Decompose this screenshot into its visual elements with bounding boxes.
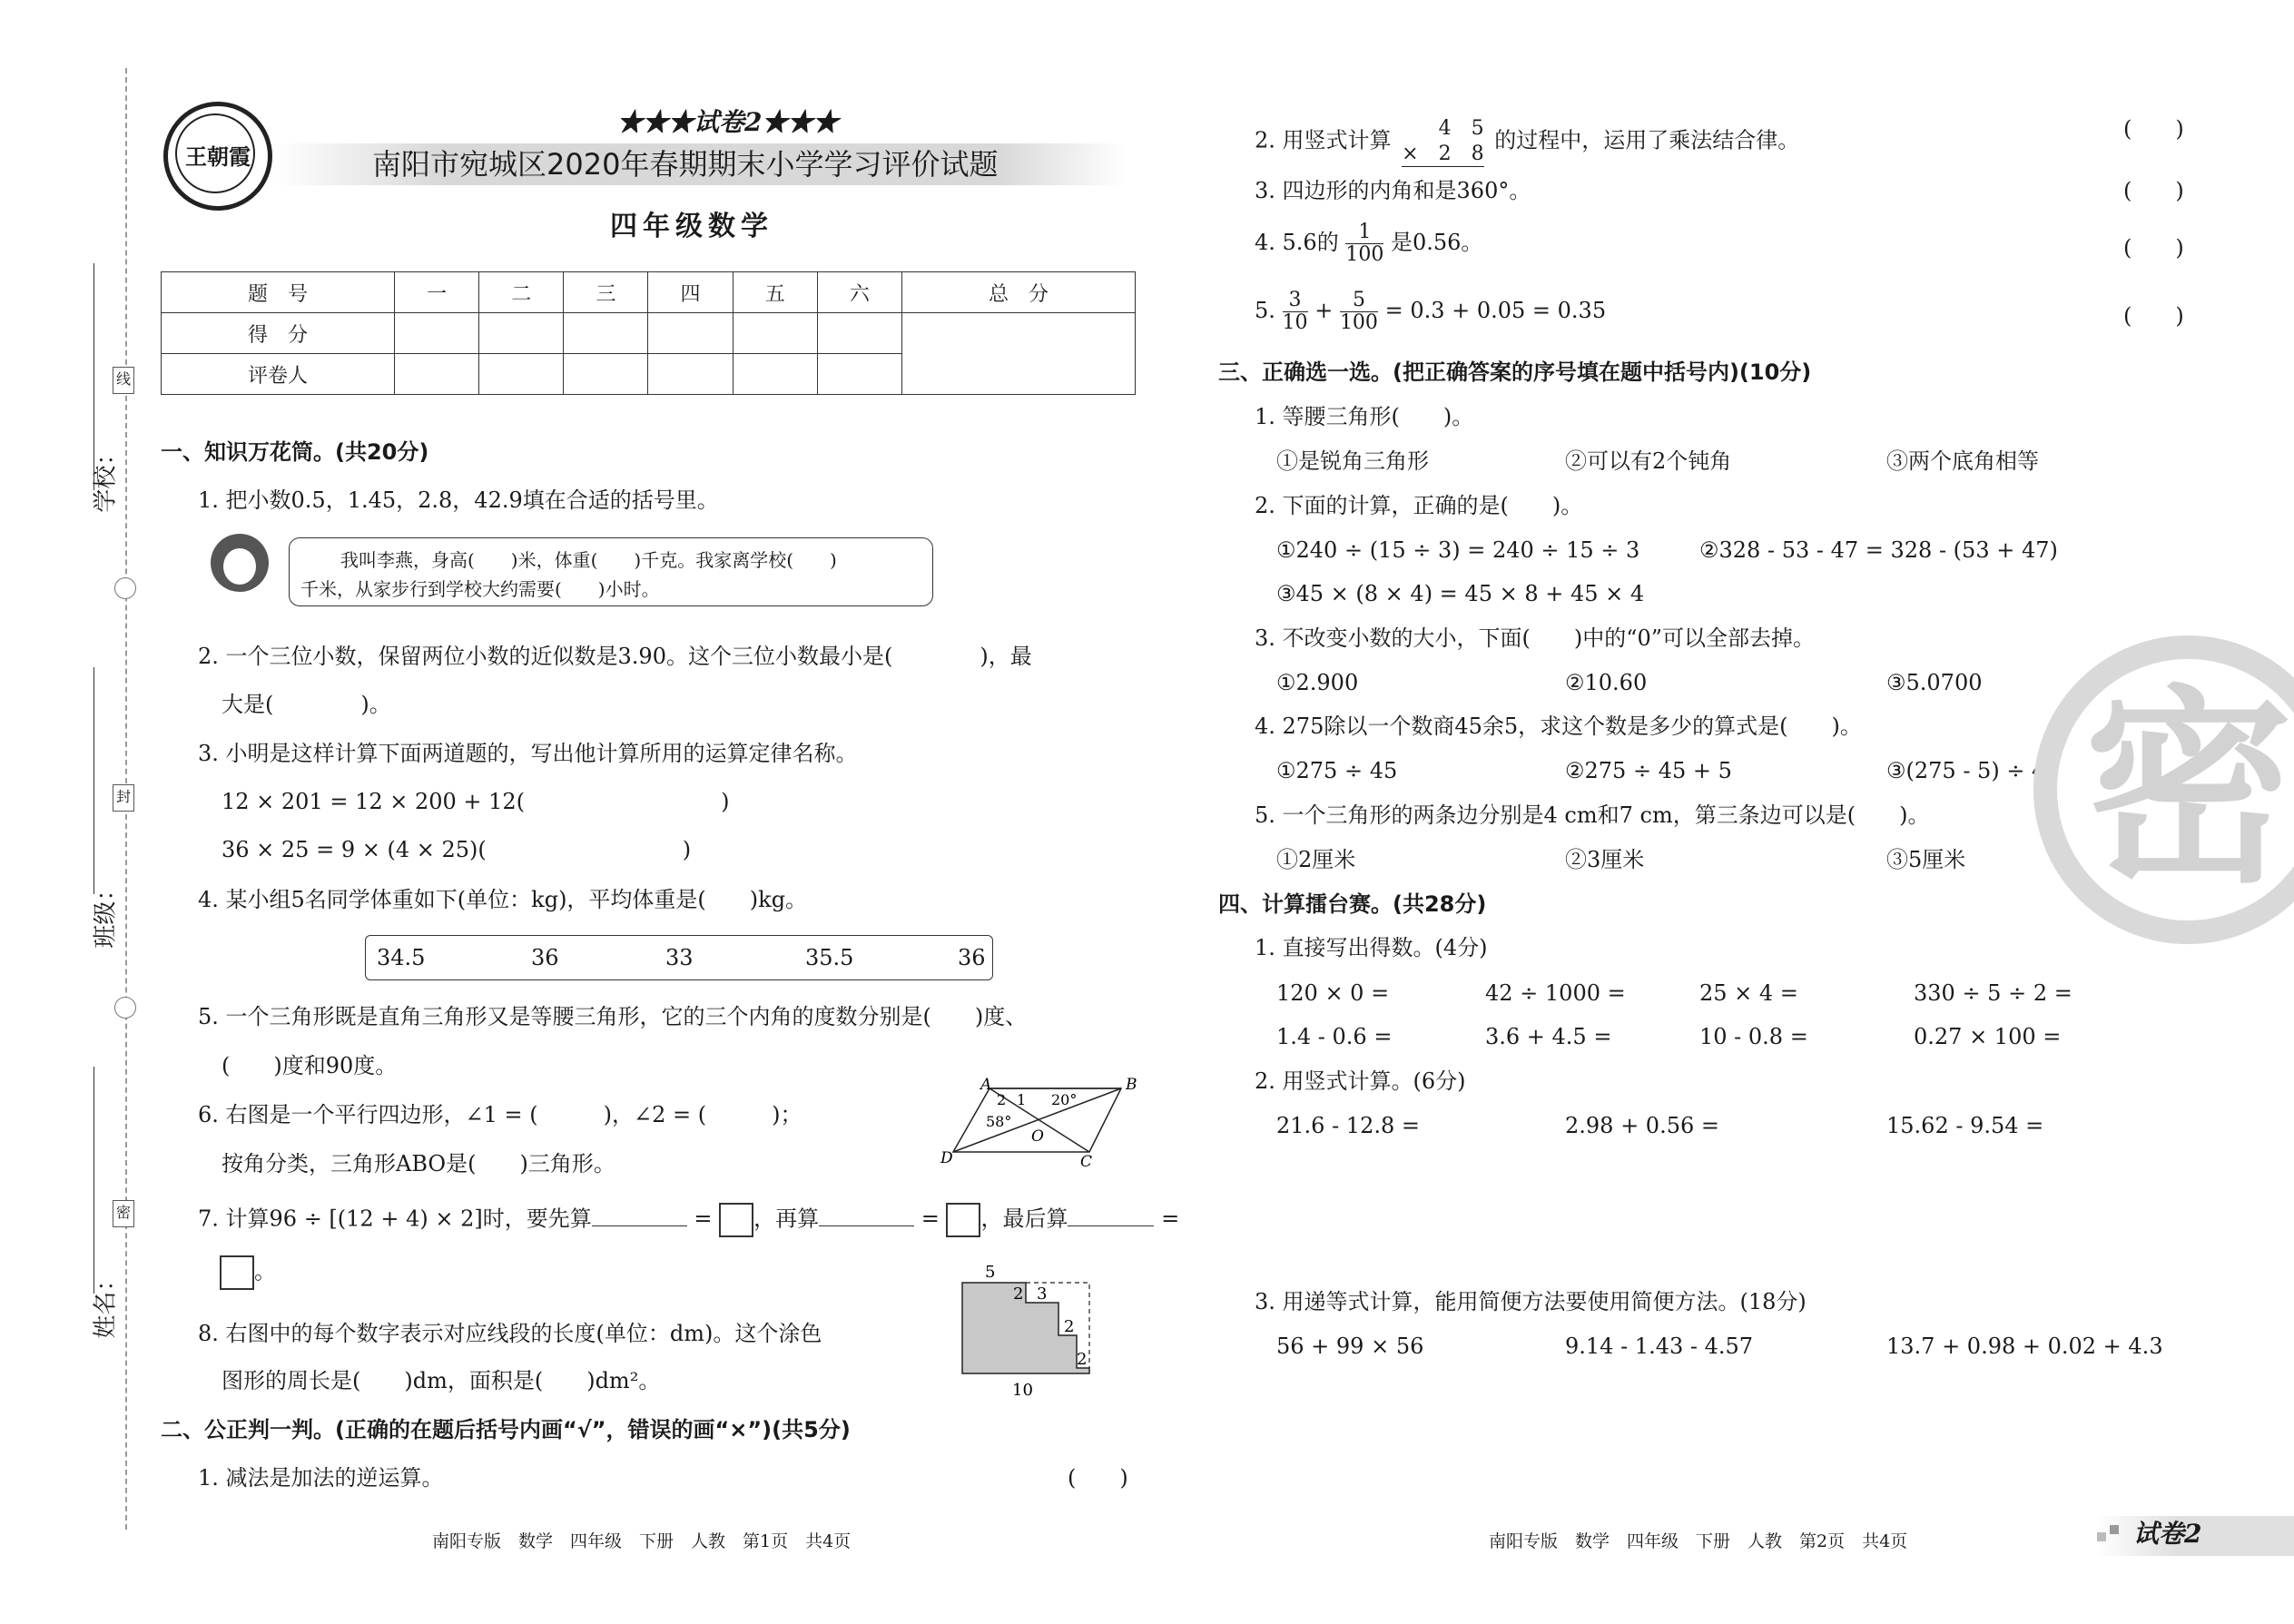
watermark-char: 密 xyxy=(2084,669,2294,911)
score-table xyxy=(161,271,1136,395)
q7-text-c: ，最后算 xyxy=(980,1206,1068,1232)
parallelogram-figure xyxy=(935,1076,1144,1166)
bubble-line-1: 我叫李燕，身高( )米，体重( )千克。我家离学校( ) xyxy=(340,549,837,571)
calc-item: 120 × 0 = xyxy=(1276,980,1390,1006)
label-C: C xyxy=(1080,1153,1093,1166)
calc-item: 15.62 - 9.54 = xyxy=(1886,1113,2044,1138)
choice-option[interactable]: ①275 ÷ 45 xyxy=(1276,758,1398,783)
question-1-2a: 2. 一个三位小数，保留两位小数的近似数是3.90。这个三位小数最小是( )，最 xyxy=(198,644,1032,669)
score-header: 题 号 xyxy=(162,272,395,313)
score-header: 一 xyxy=(395,272,479,313)
q7-text-a: 7. 计算96 ÷ [(12 + 4) × 2]时，要先算 xyxy=(198,1206,592,1232)
calc-item: 2.98 + 0.56 = xyxy=(1565,1113,1719,1138)
fraction-num: 1 xyxy=(1345,221,1383,244)
school-label: 学校： xyxy=(92,441,120,513)
footer-left: 南阳专版 数学 四年级 下册 人教 第1页 共4页 xyxy=(432,1531,852,1551)
q7-box-2[interactable] xyxy=(946,1203,980,1237)
section-3-title: 三、正确选一选。(把正确答案的序号填在题中括号内)(10分) xyxy=(1218,359,1812,385)
paper-banner: ★★★试卷2★★★ xyxy=(617,107,839,137)
judge-5-text: 5. xyxy=(1255,298,1275,324)
choice-option[interactable]: ①是锐角三角形 xyxy=(1276,448,1429,474)
choice-option[interactable]: ③(275 - 5) ÷ 45 xyxy=(1886,758,2060,783)
judge-4-text: 4. 5.6的 xyxy=(1255,230,1339,256)
page-subtitle: 四年级数学 xyxy=(610,211,773,242)
choice-4: 4. 275除以一个数商45余5，求这个数是多少的算式是( )。 xyxy=(1255,714,1862,739)
calc-item: 0.27 × 100 = xyxy=(1914,1024,2062,1049)
question-1-4: 4. 某小组5名同学体重如下(单位：kg)，平均体重是( )kg。 xyxy=(198,887,808,912)
question-1-8a: 8. 右图中的每个数字表示对应线段的长度(单位：dm)。这个涂色 xyxy=(198,1321,822,1346)
question-1-6b: 按角分类，三角形ABO是( )三角形。 xyxy=(222,1151,615,1176)
q7-text-b: ，再算 xyxy=(753,1206,820,1232)
calc-item: 330 ÷ 5 ÷ 2 = xyxy=(1914,980,2072,1006)
total-cell[interactable] xyxy=(901,313,1135,395)
score-header: 四 xyxy=(648,272,733,313)
footer-square-icon xyxy=(2097,1532,2106,1541)
score-cell[interactable] xyxy=(648,354,733,395)
judge-2-text: 2. 用竖式计算 xyxy=(1255,127,1392,153)
weight-list xyxy=(365,935,993,980)
choice-5: 5. 一个三角形的两条边分别是4 cm和7 cm，第三条边可以是( )。 xyxy=(1255,802,1930,828)
q7-end: 。 xyxy=(254,1258,276,1284)
score-header: 六 xyxy=(817,272,901,313)
angle-58-label: 58° xyxy=(986,1113,1012,1130)
question-1-5b: ( )度和90度。 xyxy=(222,1053,398,1078)
section-2-title: 二、公正判一判。(正确的在题后括号内画“√”，错误的画“×”)(共5分) xyxy=(161,1417,851,1442)
score-cell[interactable] xyxy=(564,313,648,354)
score-cell[interactable] xyxy=(733,313,817,354)
fraction-den: 10 xyxy=(1282,311,1308,335)
question-1-1: 1. 把小数0.5，1.45，2.8，42.9填在合适的括号里。 xyxy=(198,487,719,513)
q7-eq: = xyxy=(1161,1206,1180,1232)
fraction-num: 5 xyxy=(1340,290,1378,312)
speech-bubble xyxy=(289,537,933,606)
calc-2: 2. 用竖式计算。(6分) xyxy=(1255,1068,1466,1094)
weight-value: 33 xyxy=(665,945,694,970)
vm-top: 4 5 xyxy=(1438,117,1484,140)
ornament-icon xyxy=(114,997,136,1019)
score-cell[interactable] xyxy=(648,313,733,354)
choice-option[interactable]: ①240 ÷ (15 ÷ 3) = 240 ÷ 15 ÷ 3 xyxy=(1276,537,1640,563)
choice-1: 1. 等腰三角形( )。 xyxy=(1255,404,1474,429)
seal-mark-line: 线 xyxy=(113,367,134,394)
judge-1-paren[interactable]: ( ) xyxy=(1068,1465,1128,1491)
footer-right: 南阳专版 数学 四年级 下册 人教 第2页 共4页 xyxy=(1489,1531,1908,1551)
score-cell[interactable] xyxy=(817,354,901,395)
question-1-3a: 12 × 201 = 12 × 200 + 12( ) xyxy=(222,789,730,814)
calc-3: 3. 用递等式计算，能用简便方法要使用简便方法。(18分) xyxy=(1255,1289,1807,1314)
score-header: 五 xyxy=(733,272,817,313)
judge-2-text-b: 的过程中，运用了乘法结合律。 xyxy=(1494,127,1800,153)
judge-1: 1. 减法是加法的逆运算。 xyxy=(198,1465,444,1491)
fraction xyxy=(1283,290,1308,334)
footer-tag: 试卷2 xyxy=(2133,1519,2202,1549)
fig-bottom-label: 10 xyxy=(1012,1381,1033,1400)
seal-mark-seal: 封 xyxy=(113,784,134,812)
judge-5-paren[interactable]: ( ) xyxy=(2123,303,2184,329)
fraction-num: 3 xyxy=(1283,290,1308,312)
score-cell[interactable] xyxy=(395,313,479,354)
section-4-title: 四、计算擂台赛。(共28分) xyxy=(1218,891,1487,917)
staircase-figure xyxy=(944,1257,1108,1403)
choice-option[interactable]: ②10.60 xyxy=(1565,670,1648,695)
fraction-den: 100 xyxy=(1339,311,1378,335)
score-header: 二 xyxy=(479,272,564,313)
choice-option[interactable]: ③5厘米 xyxy=(1886,847,1966,872)
seal-mark-secret: 密 xyxy=(113,1200,134,1227)
angle-1-label: 1 xyxy=(1017,1091,1027,1108)
question-1-2b: 大是( )。 xyxy=(222,692,391,717)
q7-blank-1[interactable] xyxy=(592,1207,687,1226)
section-1-title: 一、知识万花筒。(共20分) xyxy=(161,439,429,465)
fig-step-label: 3 xyxy=(1037,1284,1048,1304)
angle-20-label: 20° xyxy=(1051,1091,1078,1108)
question-1-8b: 图形的周长是( )dm，面积是( )dm²。 xyxy=(222,1368,661,1393)
score-cell[interactable] xyxy=(479,354,564,395)
choice-option[interactable]: ③两个底角相等 xyxy=(1886,448,2039,474)
question-1-3: 3. 小明是这样计算下面两道题的，写出他计算所用的运算定律名称。 xyxy=(198,741,858,766)
judge-5 xyxy=(1255,290,1606,334)
question-1-7-end xyxy=(220,1255,276,1290)
q7-box-3[interactable] xyxy=(220,1255,254,1290)
label-A: A xyxy=(980,1076,992,1094)
vm-bottom: × 2 8 xyxy=(1402,142,1483,168)
choice-option[interactable]: ②275 ÷ 45 + 5 xyxy=(1565,758,1732,783)
calc-item: 21.6 - 12.8 = xyxy=(1276,1113,1420,1138)
judge-4 xyxy=(1255,221,1482,266)
score-cell[interactable] xyxy=(817,313,901,354)
choice-3: 3. 不改变小数的大小，下面( )中的“0”可以全部去掉。 xyxy=(1255,625,1816,651)
score-row-label: 得 分 xyxy=(162,313,395,354)
class-label: 班级： xyxy=(92,877,120,949)
calc-item: 3.6 + 4.5 = xyxy=(1485,1024,1612,1049)
watermark-seal xyxy=(2033,635,2294,944)
label-D: D xyxy=(940,1149,953,1166)
brand-logo xyxy=(163,102,272,211)
calc-item: 9.14 - 1.43 - 4.57 xyxy=(1565,1334,1754,1359)
judge-2 xyxy=(1255,116,1799,167)
score-cell[interactable] xyxy=(733,354,817,395)
fig-step-label: 2 xyxy=(1013,1284,1024,1304)
bubble-line-2: 千米，从家步行到学校大约需要( )小时。 xyxy=(300,578,660,600)
score-cell[interactable] xyxy=(395,354,479,395)
fig-step-label: 2 xyxy=(1077,1350,1088,1369)
question-1-7 xyxy=(198,1203,1179,1237)
calc-item: 10 - 0.8 = xyxy=(1699,1024,1808,1049)
calc-item: 13.7 + 0.98 + 0.02 + 4.3 xyxy=(1886,1334,2163,1359)
judge-2-paren[interactable]: ( ) xyxy=(2123,116,2184,142)
girl-avatar xyxy=(211,534,269,592)
judge-4-text-b: 是0.56。 xyxy=(1390,230,1483,256)
footer-square-icon xyxy=(2110,1525,2119,1534)
fig-step-label: 2 xyxy=(1064,1317,1075,1336)
weight-value: 34.5 xyxy=(377,945,426,970)
calc-item: 42 ÷ 1000 = xyxy=(1485,980,1626,1006)
score-header: 三 xyxy=(564,272,648,313)
fraction xyxy=(1340,290,1378,334)
score-cell[interactable] xyxy=(479,313,564,354)
q7-box-1[interactable] xyxy=(719,1203,753,1237)
calc-item: 25 × 4 = xyxy=(1699,980,1798,1006)
question-1-3b: 36 × 25 = 9 × (4 × 25)( ) xyxy=(222,837,692,862)
choice-option[interactable]: ②328 - 53 - 47 = 328 - (53 + 47) xyxy=(1699,537,2058,563)
q7-eq: = xyxy=(694,1206,713,1232)
choice-option[interactable]: ②可以有2个钝角 xyxy=(1565,448,1732,474)
label-O: O xyxy=(1031,1127,1044,1146)
fig-top-label: 5 xyxy=(985,1263,996,1282)
choice-option[interactable]: ②3厘米 xyxy=(1565,847,1645,872)
choice-option[interactable]: ③45 × (8 × 4) = 45 × 8 + 45 × 4 xyxy=(1276,581,1645,606)
choice-option[interactable]: ①2.900 xyxy=(1276,670,1359,695)
choice-option[interactable]: ①2厘米 xyxy=(1276,847,1356,872)
question-1-6a: 6. 右图是一个平行四边形，∠1 = ( )，∠2 = ( )； xyxy=(198,1102,802,1127)
judge-5-text-b: = 0.3 + 0.05 = 0.35 xyxy=(1384,298,1607,324)
judge-3: 3. 四边形的内角和是360°。 xyxy=(1255,178,1531,203)
plus-sign: + xyxy=(1314,298,1334,324)
q7-blank-2[interactable] xyxy=(819,1207,914,1226)
page-title: 南阳市宛城区2020年春期期末小学学习评价试题 xyxy=(372,147,999,182)
question-1-5a: 5. 一个三角形既是直角三角形又是等腰三角形，它的三个内角的度数分别是( )度、 xyxy=(198,1004,1028,1029)
calc-item: 1.4 - 0.6 = xyxy=(1276,1024,1393,1049)
fraction xyxy=(1345,221,1383,266)
fraction-den: 100 xyxy=(1345,243,1384,267)
q7-eq: = xyxy=(921,1206,940,1232)
logo-text: 王朝霞 xyxy=(185,143,251,170)
weight-value: 35.5 xyxy=(805,945,854,970)
choice-2: 2. 下面的计算，正确的是( )。 xyxy=(1255,493,1583,518)
ornament-icon xyxy=(114,577,136,599)
score-row-label: 评卷人 xyxy=(162,354,395,395)
calc-1: 1. 直接写出得数。(4分) xyxy=(1255,935,1488,960)
vertical-multiplication xyxy=(1402,116,1483,167)
score-header: 总 分 xyxy=(901,272,1135,313)
label-B: B xyxy=(1126,1076,1137,1094)
weight-value: 36 xyxy=(958,945,986,970)
choice-option[interactable]: ③5.0700 xyxy=(1886,670,1983,695)
judge-4-paren[interactable]: ( ) xyxy=(2123,235,2184,261)
q7-blank-3[interactable] xyxy=(1068,1207,1154,1226)
name-label: 姓名： xyxy=(92,1267,120,1339)
weight-value: 36 xyxy=(531,945,559,970)
calc-item: 56 + 99 × 56 xyxy=(1276,1334,1424,1359)
judge-3-paren[interactable]: ( ) xyxy=(2123,178,2184,203)
angle-2-label: 2 xyxy=(997,1091,1007,1108)
score-cell[interactable] xyxy=(564,354,648,395)
